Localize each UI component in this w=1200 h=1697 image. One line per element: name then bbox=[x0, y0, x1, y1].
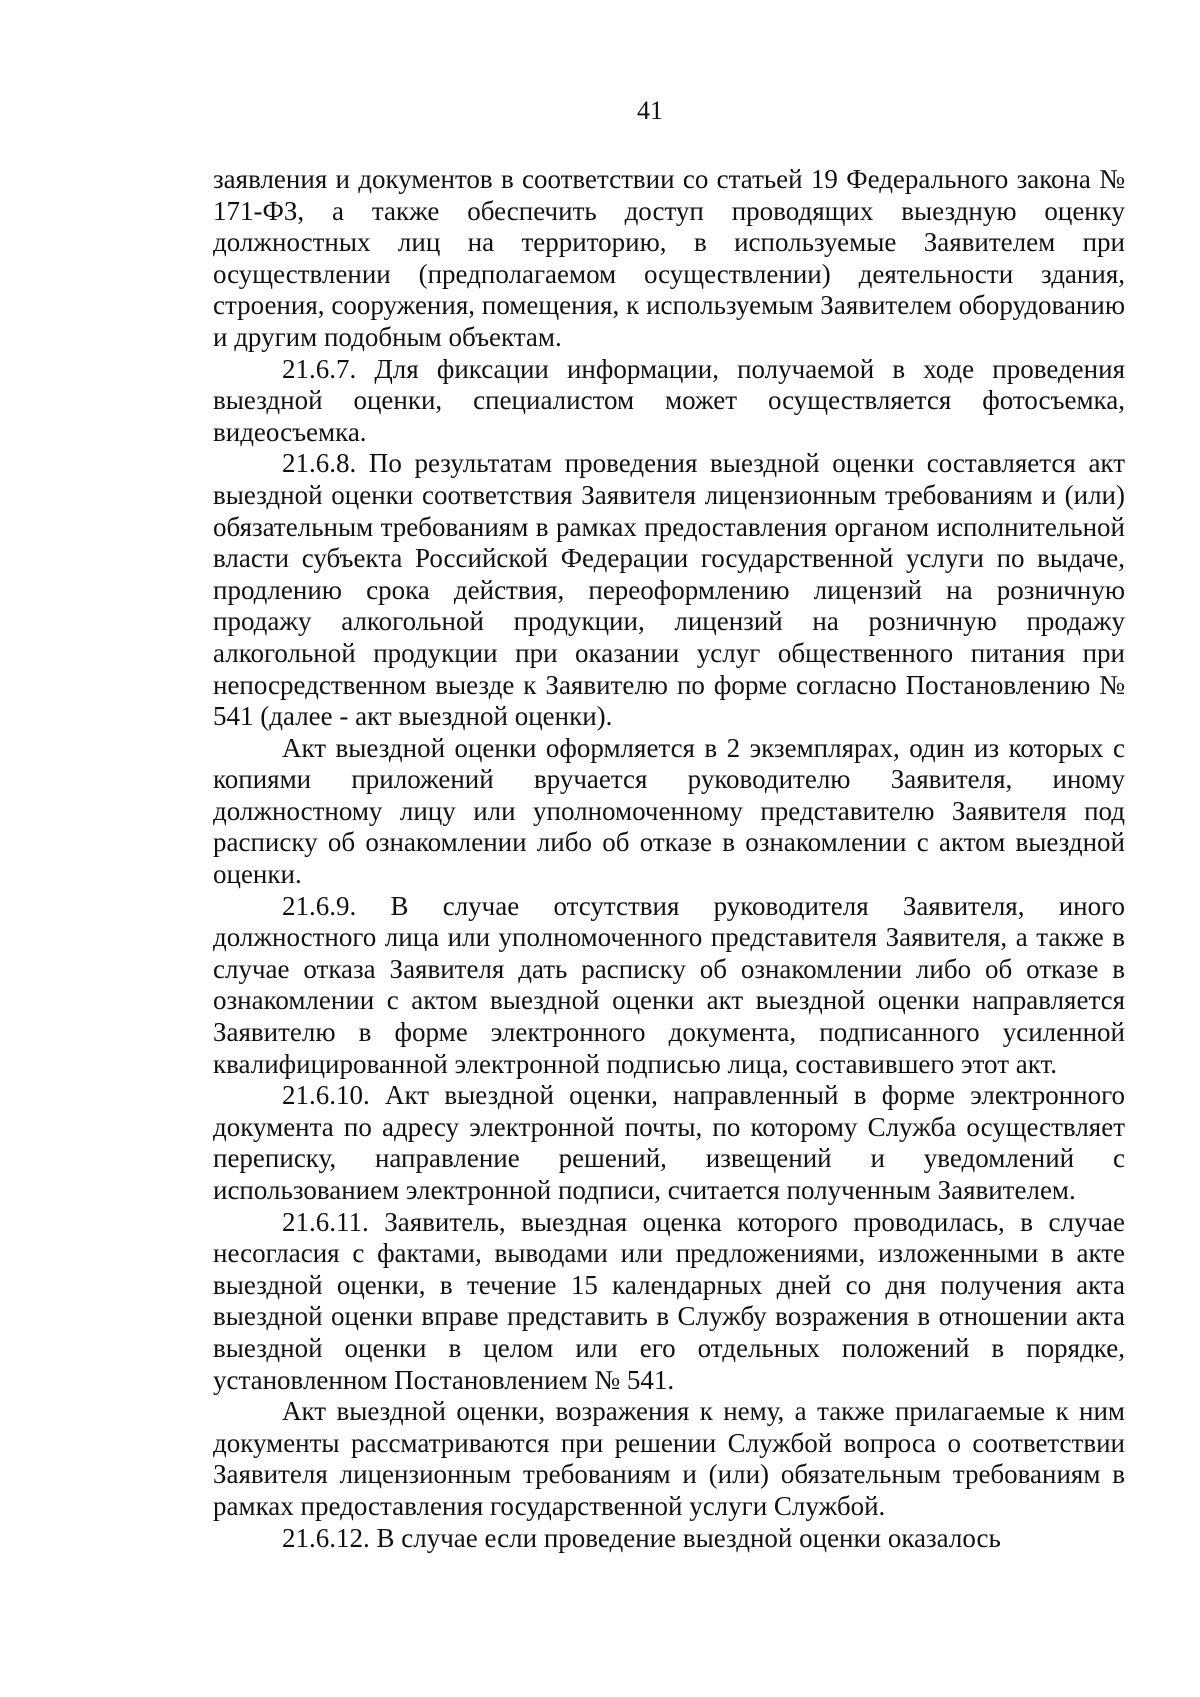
paragraph-21-6-11: 21.6.11. Заявитель, выездная оценка которого проводилась, в случае несогласия с фактами, выводами или предложениями, изложенными в акте выездной оценки, в течение 15 календарных дней со дня получения акта выездной оценки вправе представить в Службу возражения в отношении акта выездной оценки в целом или его отдельных положений в порядке, установленном Постановлением № 541. bbox=[213, 1206, 1125, 1395]
document-body bbox=[213, 164, 1125, 1554]
paragraph-objections: Акт выездной оценки, возражения к нему, а также прилагаемые к ним документы рассматриваются при решении Службой вопроса о соответствии Заявителя лицензионным требованиям и (или) обязательным требованиям в рамках предоставления государственной услуги Службой. bbox=[213, 1396, 1125, 1521]
paragraph-21-6-8: 21.6.8. По результатам проведения выездной оценки составляется акт выездной оценки соответствия Заявителя лицензионным требованиям и (или) обязательным требованиям в рамках предоставления органом исполнительной власти субъекта Российской Федерации государственной услуги по выдаче, продлению срока действия, переоформлению лицензий на розничную продажу алкогольной продукции, лицензий на розничную продажу алкогольной продукции при оказании услуг общественного питания при непосредственном выезде к Заявителю по форме согласно Постановлению № 541 (далее - акт выездной оценки). bbox=[213, 448, 1125, 732]
paragraph-21-6-9: 21.6.9. В случае отсутствия руководителя Заявителя, иного должностного лица или уполномоченного представителя Заявителя, а также в случае отказа Заявителя дать расписку об ознакомлении либо об отказе в ознакомлении с актом выездной оценки акт выездной оценки направляется Заявителю в форме электронного документа, подписанного усиленной квалифицированной электронной подписью лица, составившего этот акт. bbox=[213, 890, 1125, 1079]
paragraph-21-6-10: 21.6.10. Акт выездной оценки, направленный в форме электронного документа по адресу электронной почты, по которому Служба осуществляет переписку, направление решений, извещений и уведомлений с использованием электронной подписи, считается полученным Заявителем. bbox=[213, 1080, 1125, 1205]
paragraph-act-copies: Акт выездной оценки оформляется в 2 экземплярах, один из которых с копиями приложений вручается руководителю Заявителя, иному должностному лицу или уполномоченному представителю Заявителя под расписку об ознакомлении либо об отказе в ознакомлении с актом выездной оценки. bbox=[213, 732, 1125, 890]
paragraph-continuation: заявления и документов в соответствии со статьей 19 Федерального закона № 171-ФЗ, а также обеспечить доступ проводящих выездную оценку должностных лиц на территорию, в используемые Заявителем при осуществлении (предполагаемом осуществлении) деятельности здания, строения, сооружения, помещения, к используемым Заявителем оборудованию и другим подобным объектам. bbox=[213, 164, 1125, 352]
paragraph-21-6-7: 21.6.7. Для фиксации информации, получаемой в ходе проведения выездной оценки, специалистом может осуществляется фотосъемка, видеосъемка. bbox=[213, 353, 1125, 447]
paragraph-21-6-12: 21.6.12. В случае если проведение выездной оценки оказалось bbox=[282, 1522, 1001, 1553]
page-number: 41 bbox=[637, 96, 663, 125]
